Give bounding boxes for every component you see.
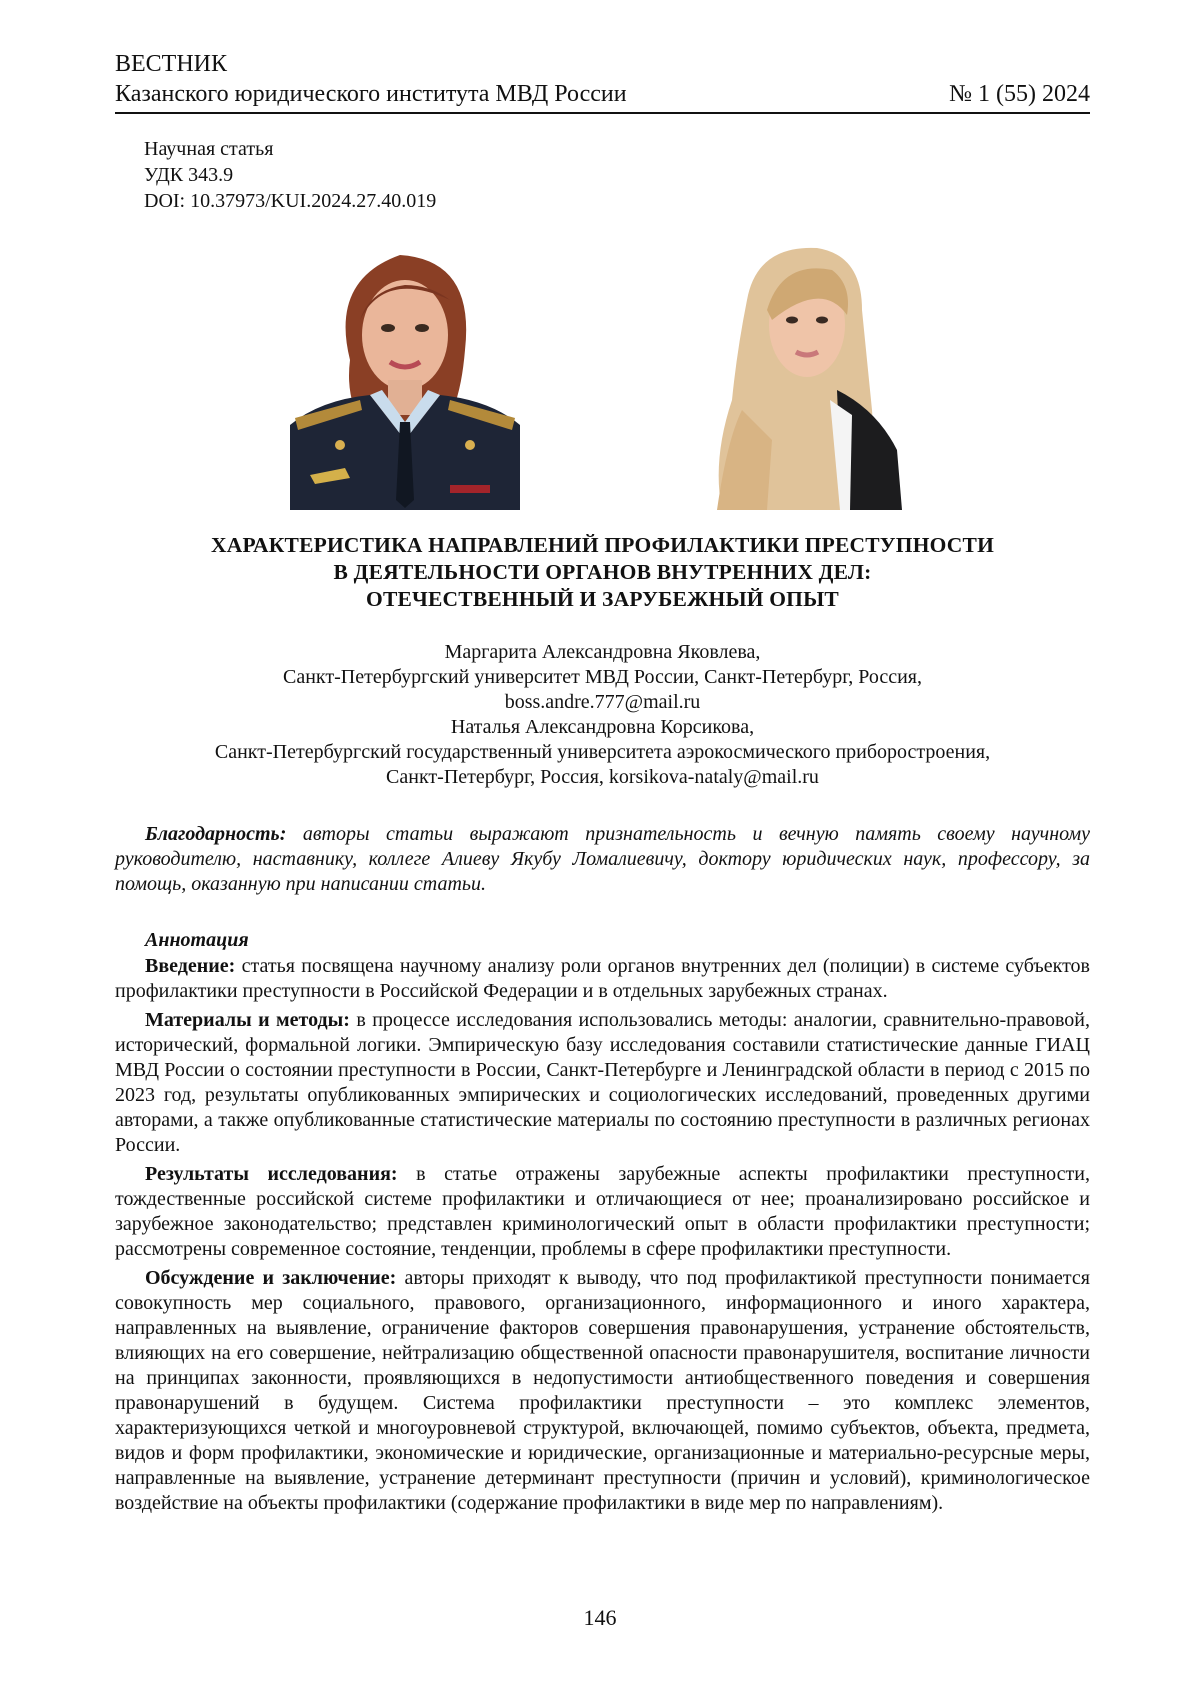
journal-header (115, 50, 1090, 108)
section-label: Обсуждение и заключение: (145, 1267, 396, 1289)
journal-title-line1: ВЕСТНИК (115, 50, 1090, 78)
author-1-affiliation: Санкт-Петербургский университет МВД России, Санкт-Петербург, Россия, (115, 665, 1090, 690)
section-label: Материалы и методы: (145, 1009, 350, 1031)
acknowledgement-label: Благодарность: (145, 823, 286, 845)
author-2-affiliation-email: Санкт-Петербург, Россия, korsikova-nataly@mail.ru (115, 765, 1090, 790)
doi: DOI: 10.37973/KUI.2024.27.40.019 (144, 188, 436, 214)
annotation-heading: Аннотация (145, 928, 249, 953)
article-type: Научная статья (144, 136, 436, 162)
author-1-name: Маргарита Александровна Яковлева, (115, 640, 1090, 665)
abstract-methods (115, 1008, 1090, 1158)
abstract-results (115, 1162, 1090, 1262)
abstract-introduction (115, 954, 1090, 1004)
issue-number: № 1 (55) 2024 (949, 80, 1090, 108)
section-text: статья посвящена научному анализу роли органов внутренних дел (полиции) в системе субъектов профилактики преступности в Российской Федерации и в отдельных зарубежных странах. (115, 955, 1090, 1002)
title-line-3: ОТЕЧЕСТВЕННЫЙ И ЗАРУБЕЖНЫЙ ОПЫТ (115, 586, 1090, 613)
article-title (115, 532, 1090, 613)
journal-title-row (115, 80, 1090, 108)
acknowledgement (115, 822, 1090, 897)
section-text: в процессе исследования использовались методы: аналогии, сравнительно-правовой, исторический, формальной логики. Эмпирическую базу исследования составили статистические данные ГИАЦ МВД России о состоянии преступности в России, Санкт-Петербурге и Ленинградской области в период с 2015 по 2023 год, результаты опубликованных эмпирических и социологических исследований, проведенных другими авторами, а также опубликованные статистические материалы по состоянию преступности в различных регионах России. (115, 1009, 1090, 1156)
title-line-2: В ДЕЯТЕЛЬНОСТИ ОРГАНОВ ВНУТРЕННИХ ДЕЛ: (115, 559, 1090, 586)
udc-code: УДК 343.9 (144, 162, 436, 188)
article-meta (144, 136, 436, 214)
annotation-body (115, 954, 1090, 1520)
author-photo-1 (290, 240, 520, 510)
acknowledgement-text: авторы статьи выражают признательность и вечную память своему научному руководителю, наставнику, коллеге Алиеву Якубу Ломалиевичу, доктору юридических наук, профессору, за помощь, оказанную при написании статьи. (115, 823, 1090, 895)
author-2-affiliation: Санкт-Петербургский государственный университета аэрокосмического приборостроения, (115, 740, 1090, 765)
section-text: в статье отражены зарубежные аспекты профилактики преступности, тождественные российской системе профилактики и отличающиеся от нее; проанализировано российское и зарубежное законодательство; представлен криминологический опыт в области профилактики преступности; рассмотрены современное состояние, тенденции, проблемы в сфере профилактики преступности. (115, 1163, 1090, 1260)
author-2-name: Наталья Александровна Корсикова, (115, 715, 1090, 740)
author-1-email: boss.andre.777@mail.ru (115, 690, 1090, 715)
section-label: Результаты исследования: (145, 1163, 398, 1185)
header-divider (115, 112, 1090, 114)
page-number: 146 (0, 1605, 1200, 1631)
author-block (115, 640, 1090, 790)
abstract-conclusion (115, 1266, 1090, 1516)
journal-title-line2: Казанского юридического института МВД России (115, 80, 627, 108)
title-line-1: ХАРАКТЕРИСТИКА НАПРАВЛЕНИЙ ПРОФИЛАКТИКИ ПРЕСТУПНОСТИ (115, 532, 1090, 559)
section-label: Введение: (145, 955, 235, 977)
author-photo-2 (712, 240, 902, 510)
section-text: авторы приходят к выводу, что под профилактикой преступности понимается совокупность мер социального, правового, организационного, информационного и иного характера, направленных на выявление, ограничение факторов совершения правонарушения, устранение обстоятельств, влияющих на его совершение, нейтрализацию общественной опасности правонарушителя, воспитание личности на принципах законности, проявляющихся в недопустимости антиобщественного поведения и совершения правонарушений в будущем. Система профилактики преступности – это комплекс элементов, характеризующихся четкой и многоуровневой структурой, включающей, помимо субъектов, объекта, предмета, видов и форм профилактики, экономические и юридические, организационные и материально-ресурсные меры, направленные на выявление, устранение детерминант преступности (причин и условий), криминологическое воздействие на объекты профилактики (содержание профилактики в виде мер по направлениям). (115, 1267, 1090, 1514)
